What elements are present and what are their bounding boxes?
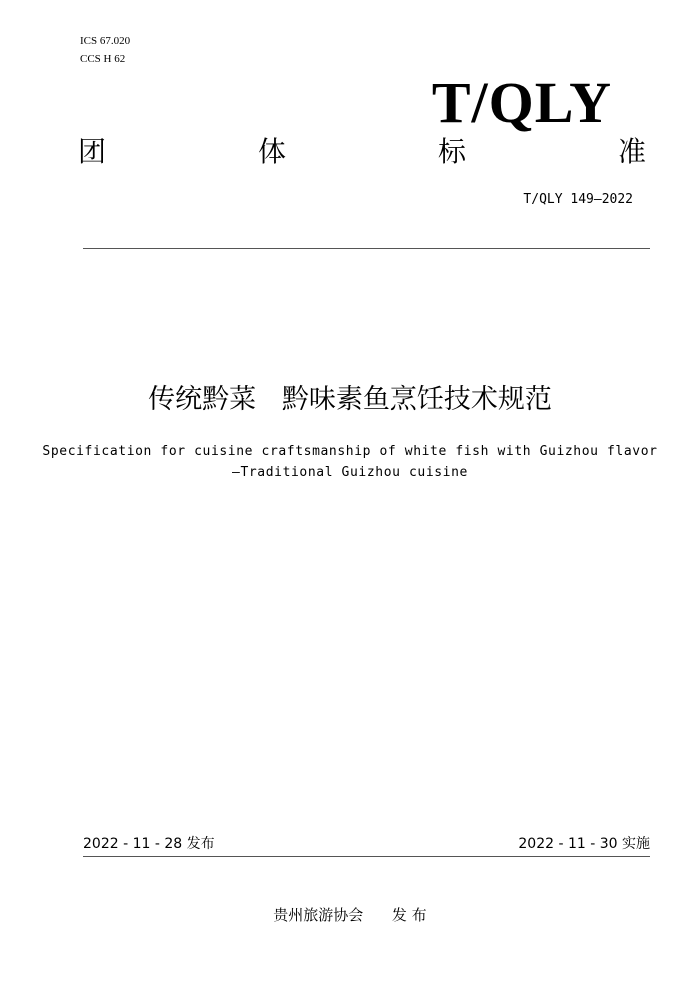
footer-divider [83, 856, 650, 857]
standard-type-char: 标 [437, 135, 466, 168]
document-title-chinese: 传统黔菜 黔味素鱼烹饪技术规范 [148, 384, 552, 415]
header-divider [83, 248, 650, 249]
standard-number: T/QLY 149—2022 [523, 192, 633, 207]
standard-type-char: 准 [617, 135, 646, 168]
document-subtitle-english: —Traditional Guizhou cuisine [232, 465, 468, 480]
ccs-code: CCS H 62 [80, 53, 126, 65]
document-title-english: Specification for cuisine craftsmanship of white fish with Guizhou flavor [42, 444, 658, 459]
standard-type-heading [78, 132, 646, 172]
implementation-date: 2022 - 11 - 30 实施 [518, 836, 650, 852]
standard-type-char: 体 [257, 135, 286, 168]
issue-date: 2022 - 11 - 28 发布 [83, 836, 215, 852]
standard-logo: T/QLY [431, 70, 612, 135]
standard-type-char: 团 [78, 135, 107, 168]
publisher: 贵州旅游协会 发 布 [273, 906, 427, 924]
ics-code: ICS 67.020 [80, 35, 131, 47]
